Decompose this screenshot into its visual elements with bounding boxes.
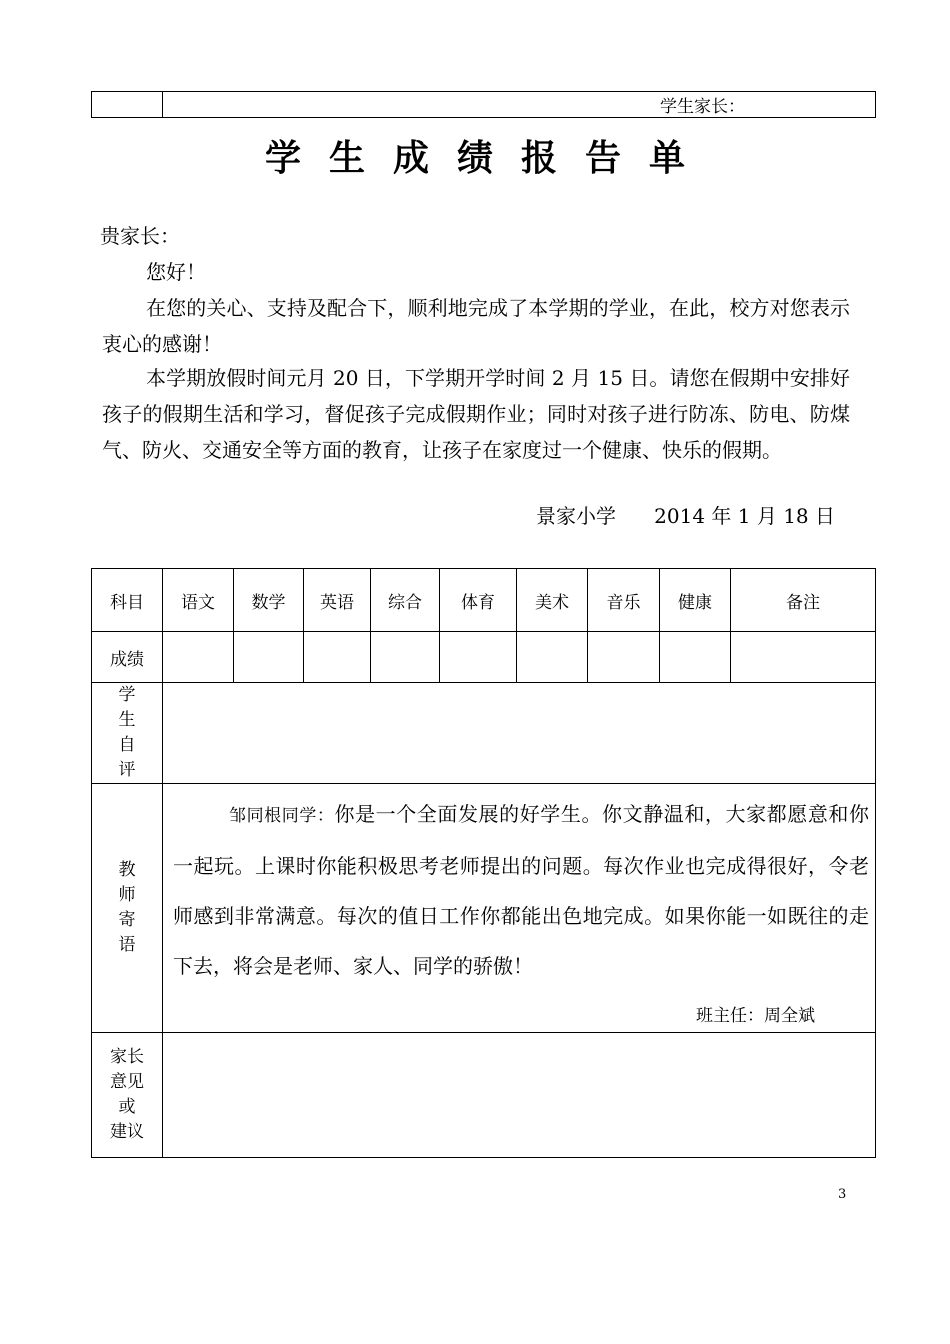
- school-name: 景家小学: [535, 504, 616, 528]
- score-row: [92, 632, 876, 683]
- score-cell: [440, 632, 517, 683]
- letter-hello: 您好！: [146, 260, 206, 284]
- teacher-comment-body: 你是一个全面发展的好学生。你文静温和，大家都愿意和你一起玩。上课时你能积极思考老师提出的问题。每次作业也完成得很好，令老师感到非常满意。每次的值日工作你都能出色地完成。如果你能一如既往的走下去，将会是老师、家人、同学的骄傲！: [173, 802, 870, 978]
- page-number: 3: [838, 1187, 847, 1202]
- letter-date: 2014 年 1 月 18 日: [654, 504, 835, 528]
- score-cell: [304, 632, 371, 683]
- score-cell: [588, 632, 660, 683]
- score-cell: [163, 632, 234, 683]
- letter-paragraph-2: 本学期放假时间元月 20 日，下学期开学时间 2 月 15 日。请您在假期中安排好孩子的假期生活和学习，督促孩子完成假期作业；同时对孩子进行防冻、防电、防煤气、防火、交通安全等方面的教育，让孩子在家度过一个健康、快乐的假期。: [102, 366, 850, 462]
- teacher-comment-cell: [163, 784, 876, 1033]
- score-cell: [371, 632, 440, 683]
- subject-cell: 数学: [234, 569, 304, 632]
- letter-greeting: 贵家长：: [100, 224, 180, 248]
- subject-header-row: [92, 569, 876, 632]
- subject-cell: 音乐: [588, 569, 660, 632]
- subject-cell: 综合: [371, 569, 440, 632]
- subject-cell: 体育: [440, 569, 517, 632]
- score-cell: [234, 632, 304, 683]
- remarks-header-cell: 备注: [731, 569, 876, 632]
- subject-cell: 健康: [660, 569, 731, 632]
- top-strip-table: [91, 91, 876, 118]
- parent-opinion-label: 家长 意见 或 建议: [92, 1033, 163, 1158]
- teacher-signature: 班主任：周全斌: [696, 1006, 815, 1026]
- teacher-comment-row: [92, 784, 876, 1033]
- parent-signature-top-label: 学生家长：: [163, 92, 876, 118]
- parent-opinion-row: [92, 1033, 876, 1158]
- top-strip-blank-cell: [92, 92, 163, 118]
- letter-signature: [480, 498, 835, 534]
- teacher-comment-text: [163, 784, 875, 991]
- remarks-cell: [731, 632, 876, 683]
- self-evaluation-row: [92, 683, 876, 784]
- score-label-cell: 成绩: [92, 632, 163, 683]
- self-evaluation-label: 学 生 自 评: [92, 683, 163, 784]
- subject-cell: 英语: [304, 569, 371, 632]
- parent-opinion-cell: [163, 1033, 876, 1158]
- teacher-comment-label: 教 师 寄 语: [92, 784, 163, 1033]
- letter-paragraph-1: 在您的关心、支持及配合下，顺利地完成了本学期的学业，在此，校方对您表示衷心的感谢！: [102, 296, 850, 356]
- subject-cell: 美术: [517, 569, 588, 632]
- score-cell: [517, 632, 588, 683]
- self-evaluation-cell: [163, 683, 876, 784]
- teacher-comment-recipient: 邹同根同学：: [229, 806, 335, 826]
- grades-table: [91, 568, 876, 1158]
- page-title: 学生成绩报告单: [264, 138, 713, 179]
- score-cell: [660, 632, 731, 683]
- subject-cell: 语文: [163, 569, 234, 632]
- subject-header-cell: 科目: [92, 569, 163, 632]
